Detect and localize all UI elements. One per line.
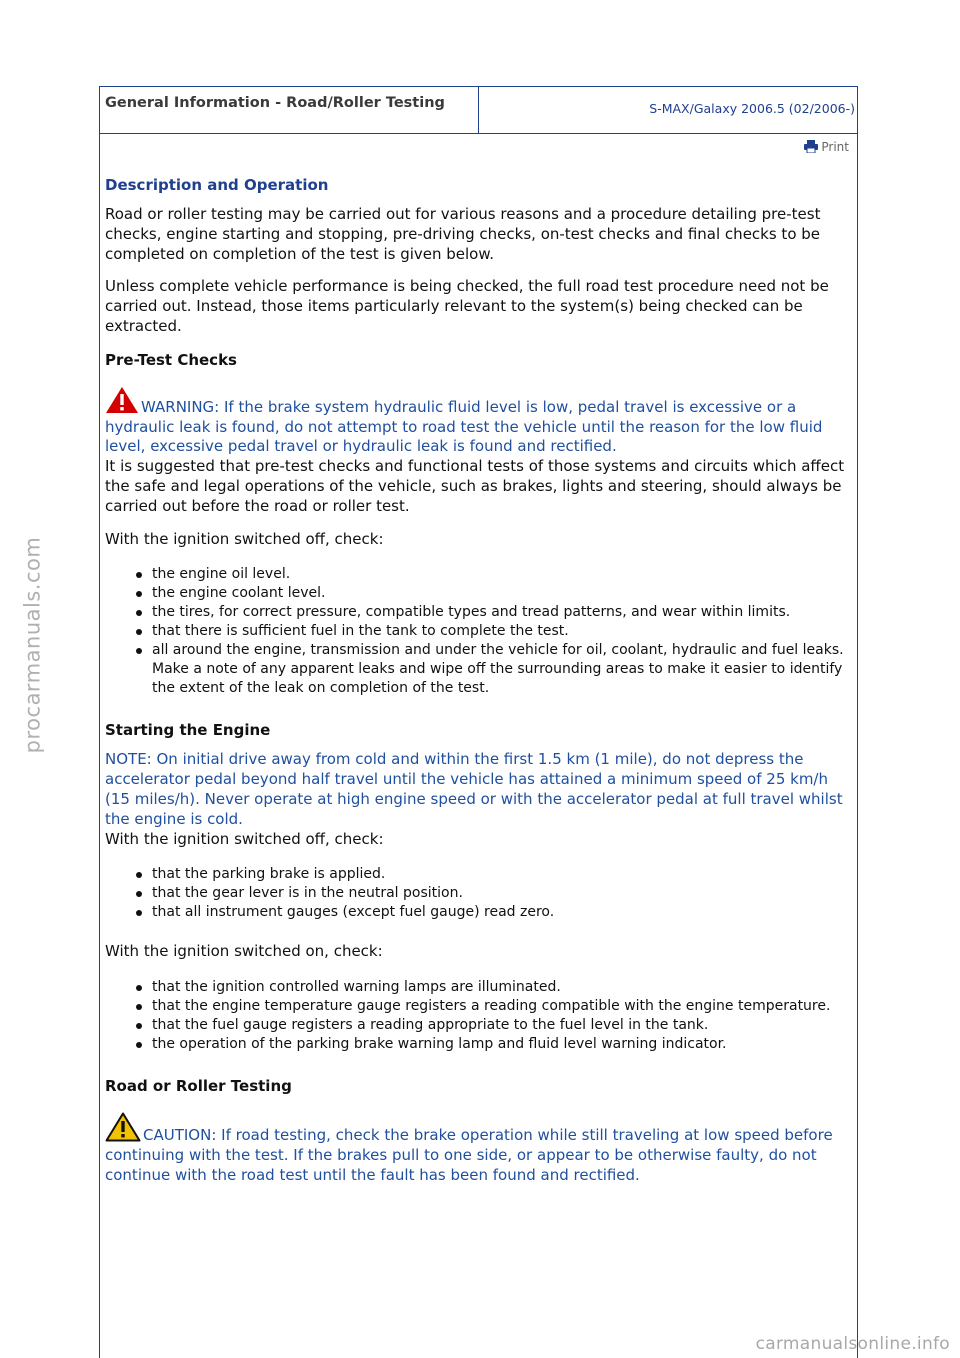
- vehicle-model: S-MAX/Galaxy 2006.5 (02/2006-): [649, 101, 855, 116]
- heading-road-testing: Road or Roller Testing: [105, 1077, 292, 1096]
- description-paragraph-1: Road or roller testing may be carried out for various reasons and a procedure detailing pre-test checks, engine starting and stopping, pre-driving checks, on-test checks and final checks to be completed on completion of the test is given below.: [105, 205, 821, 263]
- list-item: the operation of the parking brake warning lamp and fluid level warning indicator.: [136, 1035, 853, 1054]
- document-body: [100, 175, 857, 1186]
- side-watermark: [12, 480, 52, 810]
- description-paragraph-2: Unless complete vehicle performance is being checked, the full road test procedure need not be carried out. Instead, those items particularly relevant to the system(s) being checked can be extracted.: [105, 277, 829, 335]
- ignition-off-checklist: [105, 865, 853, 922]
- print-label: Print: [821, 140, 849, 154]
- pretest-checklist: [105, 565, 853, 698]
- warning-text: WARNING: If the brake system hydraulic fluid level is low, pedal travel is excessive or a hydraulic leak is found, do not attempt to road test the vehicle until the reason for the low fluid level, excessive pedal travel or hydraulic leak is found and rectified.: [105, 397, 823, 456]
- list-item: that all instrument gauges (except fuel gauge) read zero.: [136, 903, 853, 922]
- list-item: that the gear lever is in the neutral position.: [136, 884, 853, 903]
- printer-icon: [804, 140, 818, 153]
- pretest-paragraph-1: It is suggested that pre-test checks and functional tests of those systems and circuits which affect the safe and legal operations of the vehicle, such as brakes, lights and steering, should always be carried out before the road or roller test.: [105, 457, 845, 515]
- list-item: that the ignition controlled warning lamps are illuminated.: [136, 978, 853, 997]
- list-item: the engine oil level.: [136, 565, 853, 584]
- list-item: the tires, for correct pressure, compatible types and tread patterns, and wear within limits.: [136, 603, 853, 622]
- side-watermark-text: procarmanuals.com: [20, 536, 44, 754]
- document-title: General Information - Road/Roller Testing: [100, 87, 479, 133]
- heading-starting: Starting the Engine: [105, 721, 271, 740]
- list-item: that the parking brake is applied.: [136, 865, 853, 884]
- footer-watermark: carmanualsonline.info: [755, 1334, 950, 1354]
- warning-triangle-icon: [105, 386, 139, 414]
- print-link[interactable]: [804, 140, 849, 154]
- caution-text: CAUTION: If road testing, check the brake operation while still traveling at low speed before continuing with the test. If the brakes pull to one side, or appear to be otherwise faulty, do not continue with the road test until the fault has been found and rectified.: [105, 1126, 833, 1184]
- warning-block: [105, 386, 853, 457]
- caution-block: [105, 1112, 853, 1185]
- document-header: [100, 87, 857, 134]
- list-item: that the engine temperature gauge registers a reading compatible with the engine temperature.: [136, 997, 853, 1016]
- heading-pretest: Pre-Test Checks: [105, 350, 237, 369]
- note-block: [105, 750, 853, 829]
- list-item: all around the engine, transmission and under the vehicle for oil, coolant, hydraulic and fuel leaks. Make a note of any apparent leaks and wipe off the surrounding areas to make it easier to identify the extent of the leak on completion of the test.: [136, 641, 853, 698]
- list-item: that the fuel gauge registers a reading appropriate to the fuel level in the tank.: [136, 1016, 853, 1035]
- list-item: that there is sufficient fuel in the tank to complete the test.: [136, 622, 853, 641]
- ignition-on-checklist: [105, 978, 853, 1054]
- heading-description: Description and Operation: [105, 176, 329, 194]
- note-text: NOTE: On initial drive away from cold and within the first 1.5 km (1 mile), do not depress the accelerator pedal beyond half travel until the vehicle has attained a minimum speed of 25 km/h (15 miles/h). Never operate at high engine speed or with the accelerator pedal at full travel whilst the engine is cold.: [105, 750, 843, 828]
- pretest-paragraph-2: With the ignition switched off, check:: [105, 529, 384, 548]
- list-item: the engine coolant level.: [136, 584, 853, 603]
- caution-triangle-icon: [105, 1112, 141, 1142]
- print-row: [100, 134, 857, 158]
- starting-paragraph-on: With the ignition switched on, check:: [105, 942, 383, 961]
- document-frame: [99, 86, 858, 1358]
- starting-paragraph-off: With the ignition switched off, check:: [105, 829, 384, 848]
